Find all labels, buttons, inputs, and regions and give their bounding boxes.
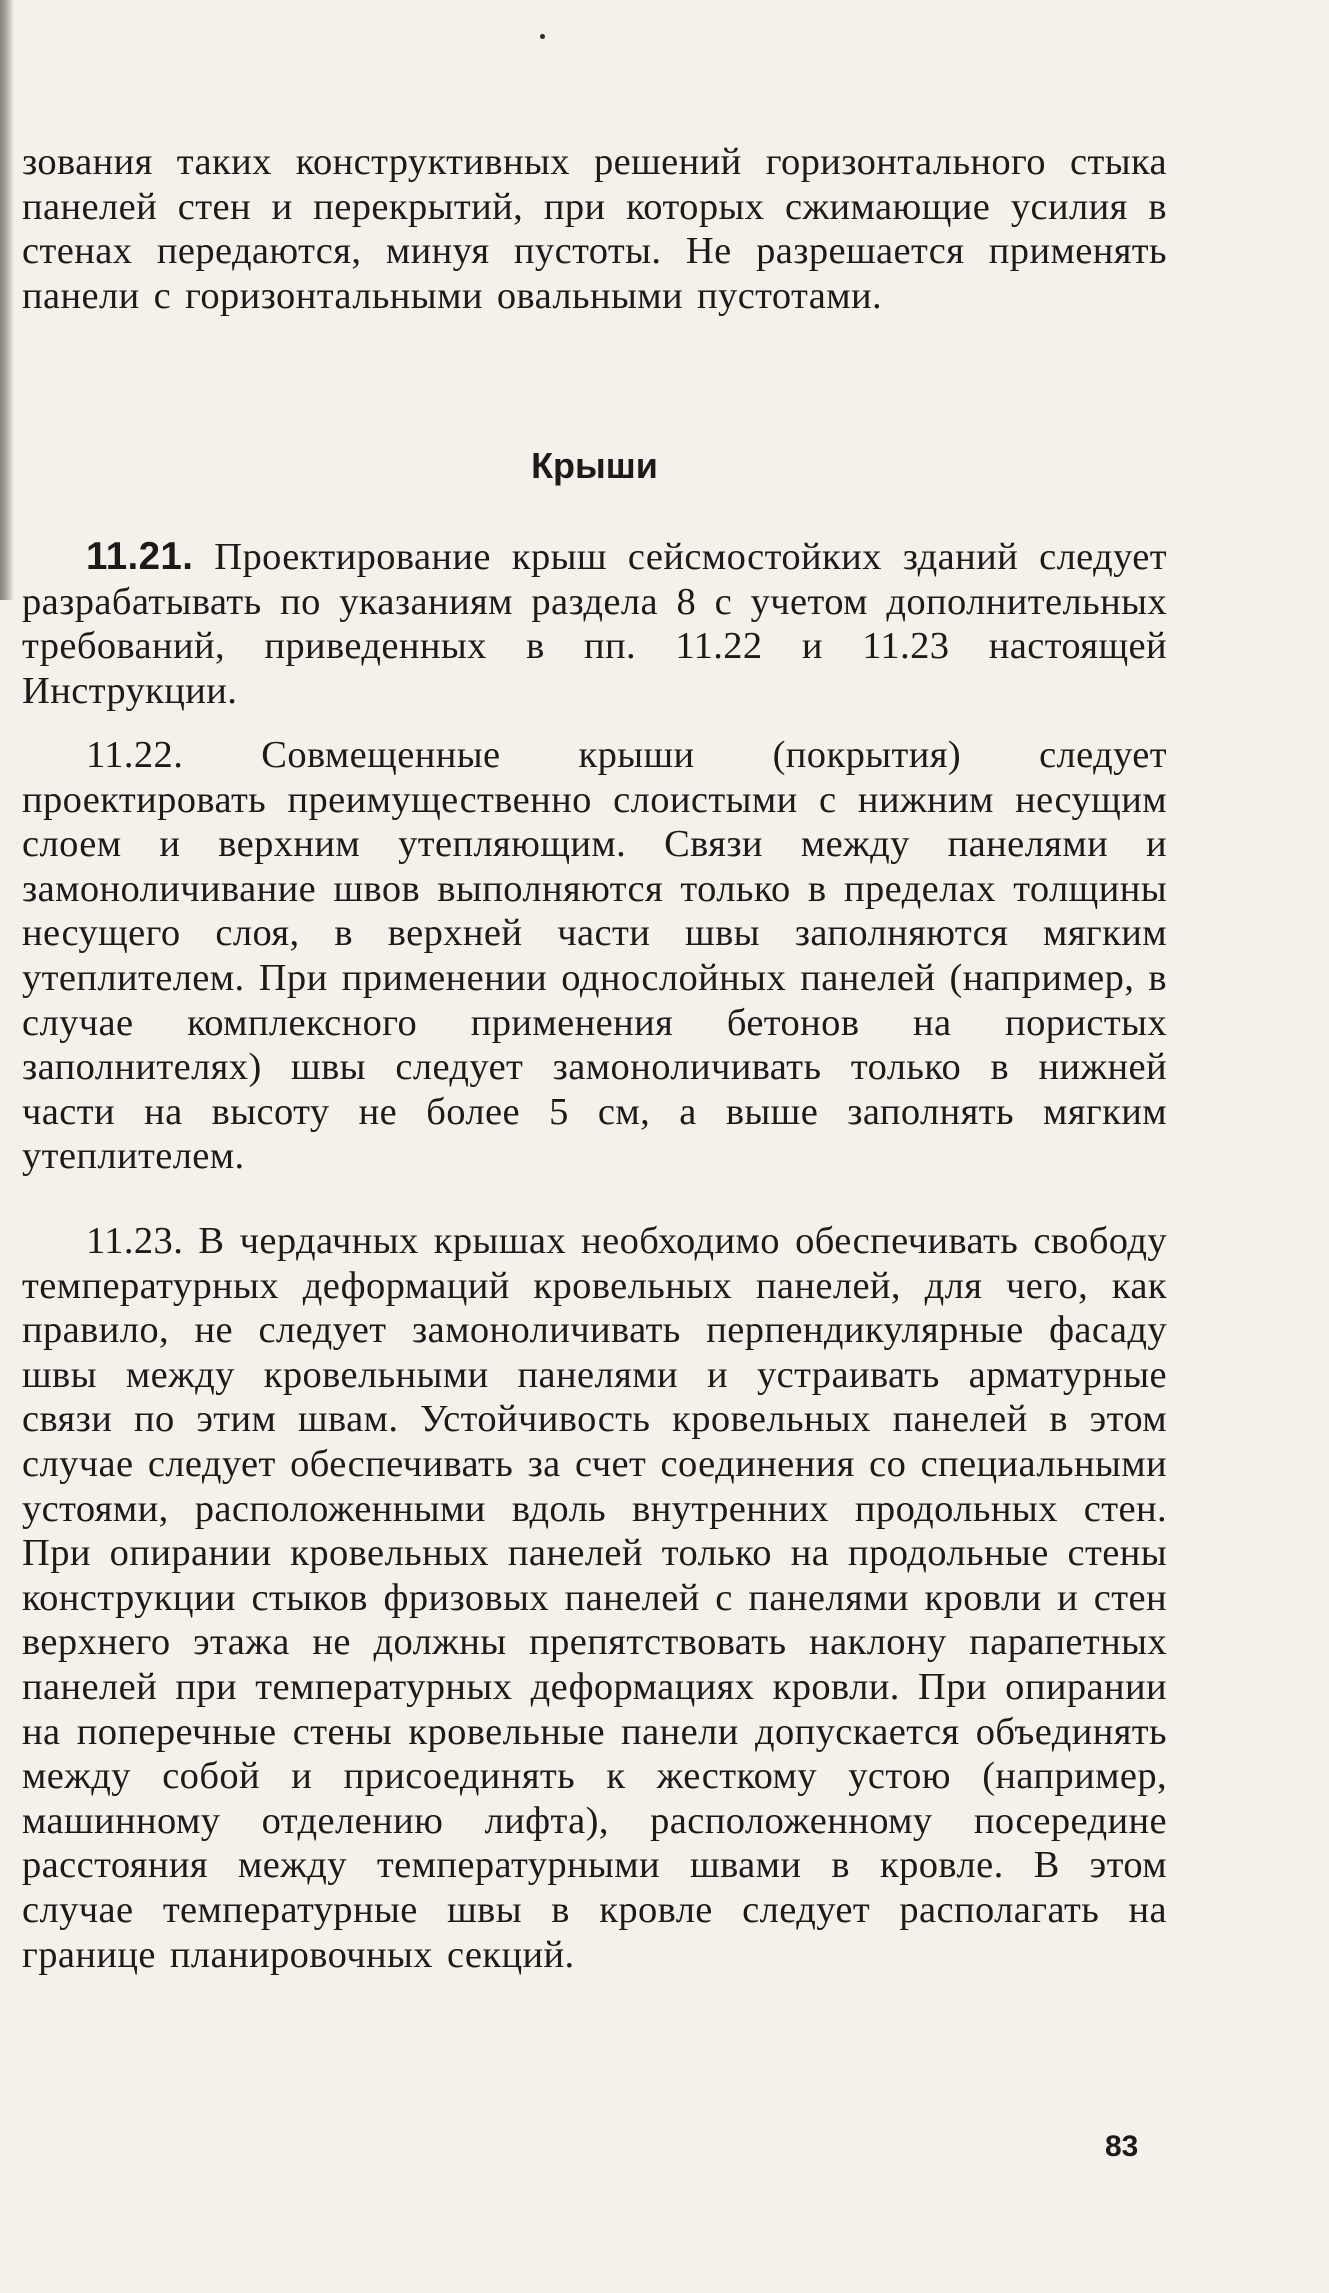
paragraph-11-22 — [22, 733, 1167, 1179]
paragraph-11-21 — [22, 535, 1167, 713]
paragraph-number: 11.22. — [86, 734, 184, 776]
section-title: Крыши — [531, 445, 658, 486]
paragraph-body — [22, 535, 1167, 713]
paragraph-text: В чердачных крышах необходимо обеспечивать свободу температурных деформаций кровельных панелей, для чего, как правило, не следует замоноличивать перпендикулярные фасаду швы между кровельными панелями и устраивать арматурные связи по этим швам. Устойчивость кровельных панелей в этом случае следует обеспечивать за счет соединения со специальными устоями, расположенными вдоль внутренних продольных стен. При опирании кровельных панелей только на продольные стены конструкции стыков фризовых панелей с панелями кровли и стен верхнего этажа не должны препятствовать наклону парапетных панелей при температурных деформациях кровли. При опирании на поперечные стены кровельные панели допускается объединять между собой и присоединять к жесткому устою (например, машинному отделению лифта), расположенному посередине расстояния между температурными швами в кровле. В этом случае температурные швы в кровле следует располагать на границе планировочных секций. — [22, 1220, 1167, 1976]
paragraph-text: Проектирование крыш сейсмостойких зданий следует разрабатывать по указаниям раздела 8 с учетом дополнительных требований, приведенных в пп. 11.22 и 11.23 настоящей Инструкции. — [22, 536, 1168, 712]
page-binding-shadow — [0, 0, 14, 600]
paragraph-11-23 — [22, 1219, 1167, 1977]
paragraph-text: Совмещенные крыши (покрытия) следует проектировать преимущественно слоистыми с нижним несущим слоем и верхним утепляющим. Связи между панелями и замоноличивание швов выполняются только в пределах толщины несущего слоя, в верхней части швы заполняются мягким утеплителем. При применении однослойных панелей (например, в случае комплексного применения бетонов на пористых заполнителях) швы следует замоноличивать только в нижней части на высоту не более 5 см, а выше заполнять мягким утеплителем. — [22, 734, 1167, 1178]
page-number: 83 — [1105, 2130, 1139, 2163]
paragraph-number: 11.21. — [86, 535, 194, 578]
print-speck — [540, 34, 545, 39]
paragraph-number: 11.23. — [86, 1220, 184, 1262]
paragraph-body — [22, 733, 1167, 1179]
paragraph-body — [22, 1219, 1167, 1977]
intro-text: зования таких конструктивных решений горизонтального стыка панелей стен и перекрытий, при которых сжимающие усилия в стенах передаются, минуя пустоты. Не разрешается применять панели с горизонтальными овальными пустотами. — [22, 141, 1167, 317]
intro-paragraph — [22, 140, 1167, 318]
